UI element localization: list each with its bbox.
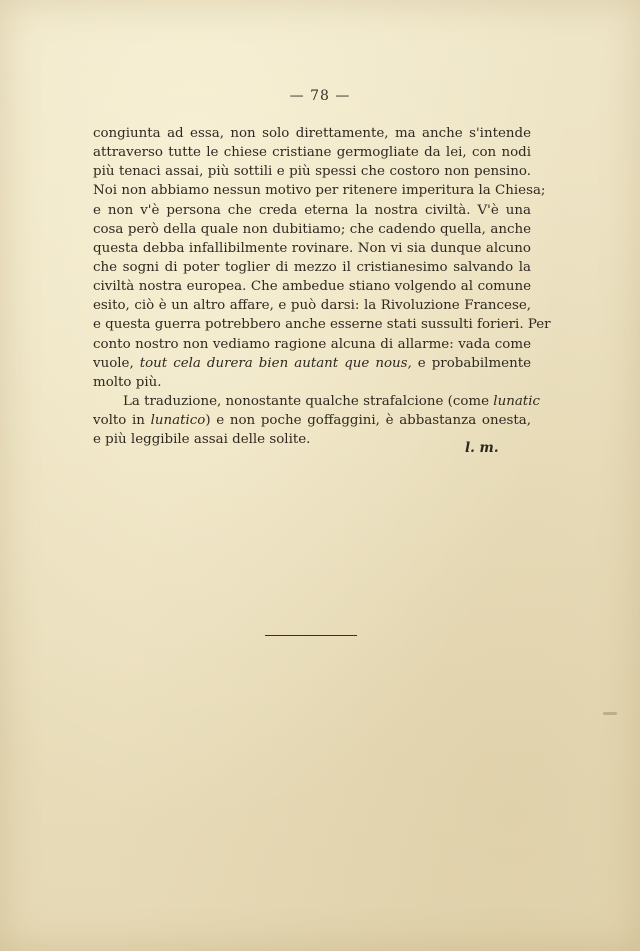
text-line <box>93 201 531 220</box>
text-line <box>93 239 531 258</box>
text-segment: conto nostro non vediamo ragione alcuna di allarme: vada come <box>93 336 531 352</box>
paper-speck <box>603 712 617 715</box>
text-line <box>93 220 531 239</box>
text-line <box>93 373 531 392</box>
italic-text: lunatic <box>493 393 540 409</box>
text-line <box>93 124 531 143</box>
text-segment: e probabilmente <box>411 355 532 371</box>
text-line <box>93 335 531 354</box>
text-segment: e non v'è persona che creda eterna la nostra civiltà. V'è una <box>93 202 531 218</box>
body-text <box>93 124 551 449</box>
text-segment: che sogni di poter toglier di mezzo il cristianesimo salvando la <box>93 259 531 275</box>
text-line <box>93 411 531 430</box>
text-line <box>93 258 531 277</box>
text-line <box>93 181 546 200</box>
page-number: — 78 — <box>289 88 351 104</box>
text-line <box>93 315 551 334</box>
text-segment: congiunta ad essa, non solo direttamente, ma anche s'intende <box>93 126 531 141</box>
text-segment: e questa guerra potrebbero anche esserne stati sussulti forieri. Per <box>93 317 551 333</box>
italic-text: lunatico <box>150 413 206 429</box>
text-segment: La traduzione, nonostante qualche strafalcione (come <box>123 393 494 409</box>
text-segment: ) e non poche goffaggini, è abbastanza onesta, <box>205 413 531 429</box>
signature: l. m. <box>465 440 499 456</box>
text-segment: molto più. <box>93 374 162 390</box>
text-segment: questa debba infallibilmente rovinare. Non vi sia dunque alcuno <box>93 240 531 256</box>
italic-text: tout cela durera bien autant que nous, <box>139 355 412 371</box>
text-line <box>93 354 531 373</box>
text-segment: cosa però della quale non dubitiamo; che cadendo quella, anche <box>93 221 531 237</box>
text-line <box>93 296 531 315</box>
text-line <box>93 162 531 181</box>
text-line <box>93 392 540 411</box>
text-segment: esito, ciò è un altro affare, e può darsi: la Rivoluzione Francese, <box>93 298 531 314</box>
text-segment: più tenaci assai, più sottili e più spessi che costoro non pensino. <box>93 164 531 180</box>
text-segment: Noi non abbiamo nessun motivo per ritenere imperitura la Chiesa; <box>93 183 546 199</box>
text-line <box>93 277 531 296</box>
text-segment: volto in <box>93 413 151 429</box>
footer-rule <box>265 635 357 636</box>
text-segment: civiltà nostra europea. Che ambedue stiano volgendo al comune <box>93 279 531 295</box>
text-line <box>93 143 531 162</box>
text-segment: vuole, <box>93 355 140 371</box>
text-segment: attraverso tutte le chiese cristiane germogliate da lei, con nodi <box>93 145 531 161</box>
text-segment: e più leggibile assai delle solite. <box>93 432 311 448</box>
